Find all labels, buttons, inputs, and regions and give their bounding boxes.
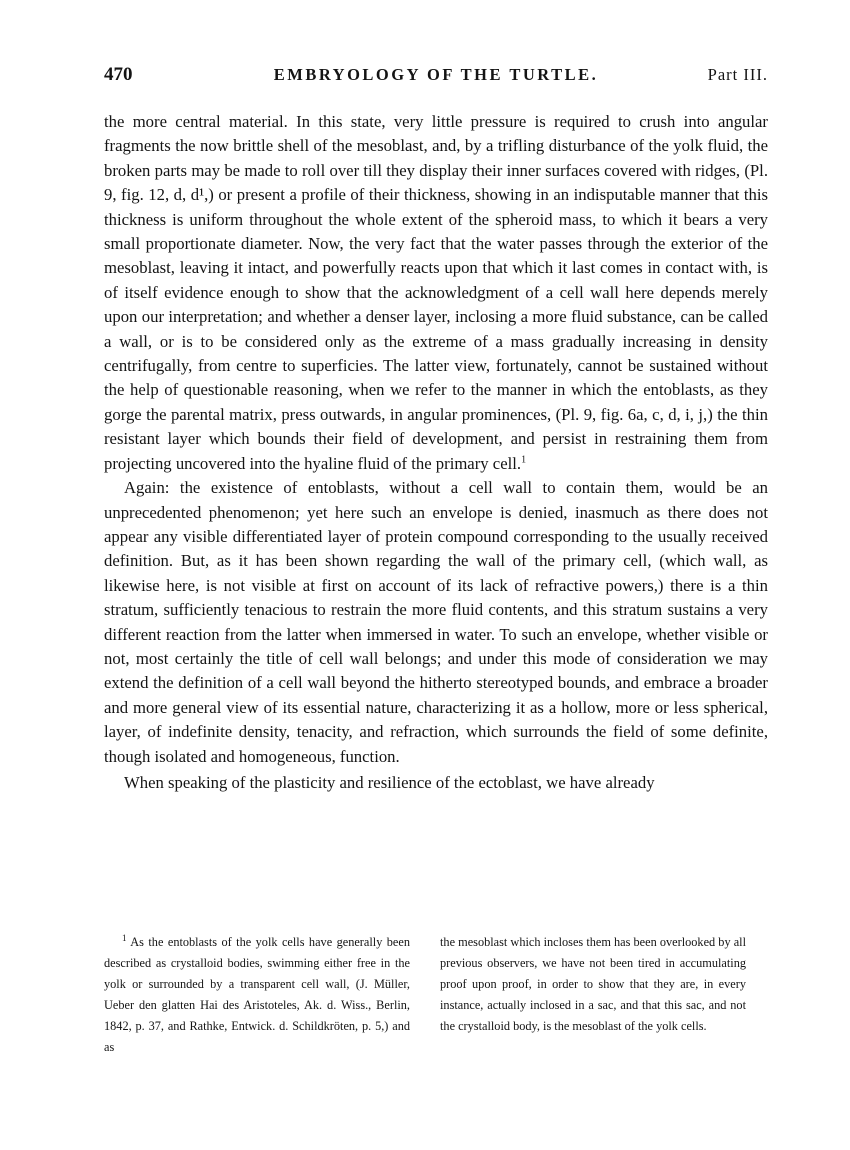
footnote-number: 1: [122, 932, 127, 943]
paragraph: When speaking of the plasticity and resilience of the ectoblast, we have already: [124, 772, 655, 792]
footnote-left-text: As the entoblasts of the yolk cells have generally been described as crystalloid bodies, swimming either free in the yolk or surrounded by a transparent cell wall, (J. Müller, Ueber den glatten Hai des Aristoteles, Ak. d. Wiss., Berlin, 1842, p. 37, and Rathke, Entwick. d. Schildkröten, p. 5,) and as: [104, 935, 411, 1054]
paragraph: [104, 110, 768, 476]
footnote-text: [104, 932, 410, 1058]
paragraph: Again: the existence of entoblasts, without a cell wall to contain them, would be an unprecedented phenomenon; yet here such an envelope is denied, inasmuch as there does not appear any visible differentiated layer of protein compound corresponding to the usually received definition. But, as it has been shown regarding the wall of the primary cell, (which wall, as likewise here, is not visible at first on account of its lack of refractive powers,) there is a thin stratum, sufficiently tenacious to restrain the more fluid contents, and this stratum sustains a very different reaction from the latter when immersed in water. To such an envelope, whether visible or not, most certainly the title of cell wall belongs; and under this mode of consideration we may extend the definition of a cell wall beyond the hitherto stereotyped bounds, and embrace a broader and more general view of its essential nature, characterizing it as a hollow, more or less spherical, layer, of indefinite density, tenacity, and refraction, which surrounds the field of some definite, though isolated and homogeneous, function.: [104, 478, 768, 766]
page-number: 470: [104, 64, 133, 85]
running-title: EMBRYOLOGY OF THE TURTLE.: [273, 65, 599, 84]
part-label: Part III.: [707, 65, 768, 84]
footnote-left-column: [104, 932, 410, 1058]
paragraph-text: the more central material. In this state, very little pressure is required to crush into angular fragments the now brittle shell of the mesoblast, and, by a trifling disturbance of the yolk fluid, the broken parts may be made to roll over till they display their inner surfaces covered with ridges, (Pl. 9, fig. 12, d, d¹,) or present a profile of their thickness, showing in an indisputable manner that this thickness is uniform throughout the whole extent of the spheroid mass, to which it bears a very small proportionate diameter. Now, the very fact that the water passes through the exterior of the mesoblast, leaving it intact, and powerfully reacts upon that which it last comes in contact with, is of itself evidence enough to show that the acknowledgment of a cell wall here depends merely upon our interpretation; and whether a denser layer, inclosing a more fluid substance, can be called a wall, or is to be considered only as the extreme of a mass gradually increasing in density centrifugally, from centre to superficies. The latter view, fortunately, cannot be sustained without the help of questionable reasoning, when we refer to the manner in which the entoblasts, as they gorge the parental matrix, press outwards, in angular prominences, (Pl. 9, fig. 6a, c, d, i, j,) the thin resistant layer which bounds their field of development, and persist in restraining them from projecting uncovered into the hyaline fluid of the primary cell.: [104, 112, 768, 473]
footnotes: [104, 932, 768, 1072]
footnote-reference: 1: [521, 454, 527, 466]
footnote-right-text: the mesoblast which incloses them has been overlooked by all previous observers, we have not been tired in accumulating proof upon proof, in order to show that they are, in every instance, actually inclosed in a sac, and that this sac, and not the crystalloid body, is the mesoblast of the yolk cells.: [440, 935, 746, 1033]
page-header: [104, 64, 768, 88]
footnote-right-column: [440, 932, 746, 1037]
body-text: [104, 110, 768, 795]
